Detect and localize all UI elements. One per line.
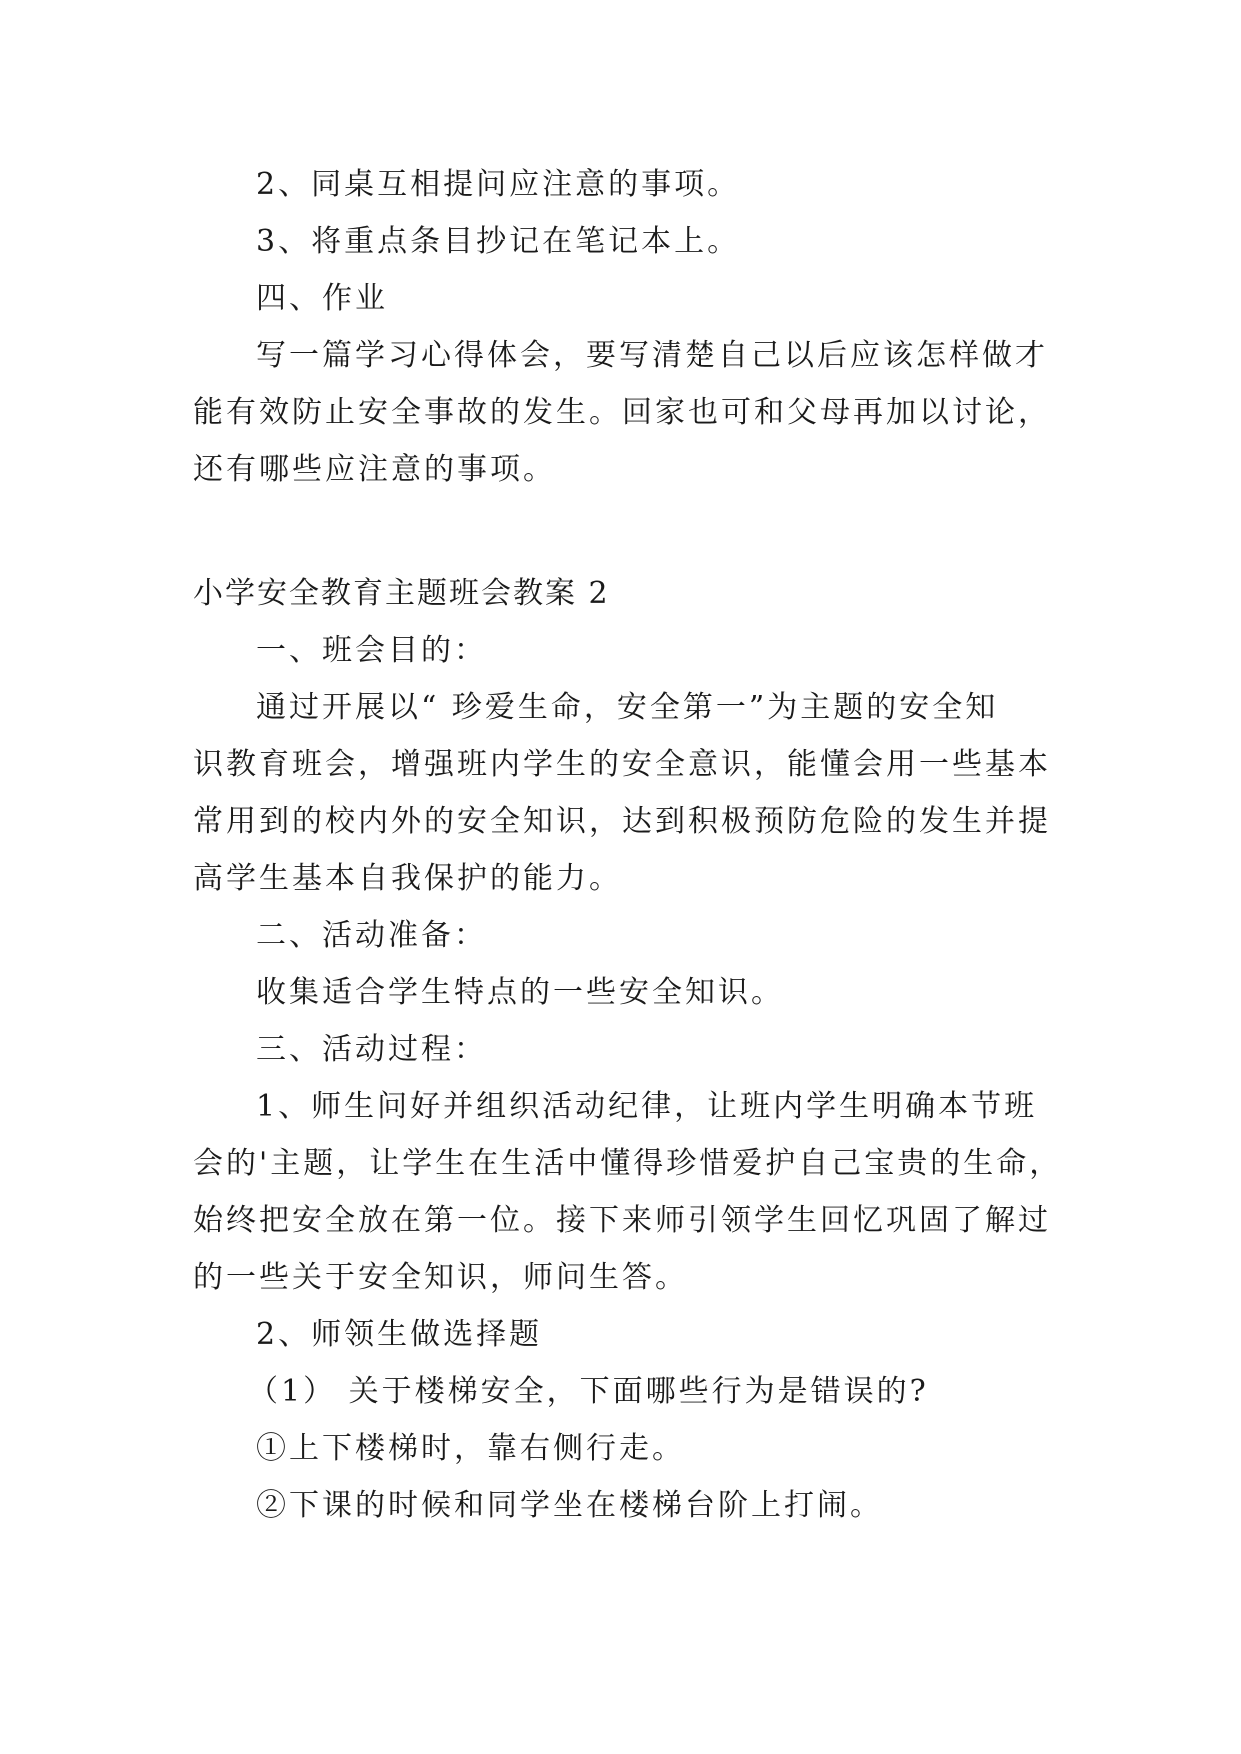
paragraph-process-line-1: 1、师生问好并组织活动纪律，让班内学生明确本节班 (256, 1089, 1038, 1124)
paragraph-purpose-line-1: 通过开展以“ 珍爱生命，安全第一”为主题的安全知 (256, 690, 999, 725)
quiz-option-2: ②下课的时候和同学坐在楼梯台阶上打闹。 (256, 1488, 883, 1523)
quiz-option-1: ①上下楼梯时，靠右侧行走。 (256, 1431, 685, 1466)
paragraph-homework-line-3: 还有哪些应注意的事项。 (193, 452, 556, 487)
paragraph-homework-line-1: 写一篇学习心得体会，要写清楚自己以后应该怎样做才 (256, 338, 1048, 373)
quiz-question-1: （1） 关于楼梯安全，下面哪些行为是错误的? (248, 1374, 929, 1409)
list-item-copy-notes: 3、将重点条目抄记在笔记本上。 (256, 224, 741, 259)
section-heading-process: 三、活动过程： (256, 1032, 487, 1067)
paragraph-preparation: 收集适合学生特点的一些安全知识。 (256, 975, 784, 1010)
list-item-quiz: 2、师领生做选择题 (256, 1317, 543, 1352)
paragraph-process-line-4: 的一些关于安全知识，师问生答。 (193, 1260, 688, 1295)
paragraph-homework-line-2: 能有效防止安全事故的发生。回家也可和父母再加以讨论， (193, 395, 1051, 430)
paragraph-purpose-line-2: 识教育班会，增强班内学生的安全意识，能懂会用一些基本 (193, 747, 1051, 782)
paragraph-purpose-line-3: 常用到的校内外的安全知识，达到积极预防危险的发生并提 (193, 804, 1051, 839)
paragraph-purpose-line-4: 高学生基本自我保护的能力。 (193, 861, 622, 896)
lesson-plan-title: 小学安全教育主题班会教案 2 (193, 576, 610, 611)
section-heading-homework: 四、作业 (256, 281, 388, 316)
section-heading-preparation: 二、活动准备： (256, 918, 487, 953)
section-heading-purpose: 一、班会目的： (256, 633, 487, 668)
paragraph-process-line-2: 会的'主题，让学生在生活中懂得珍惜爱护自己宝贵的生命， (193, 1146, 1063, 1181)
paragraph-process-line-3: 始终把安全放在第一位。接下来师引领学生回忆巩固了解过 (193, 1203, 1051, 1238)
list-item-discuss: 2、同桌互相提问应注意的事项。 (256, 167, 741, 202)
